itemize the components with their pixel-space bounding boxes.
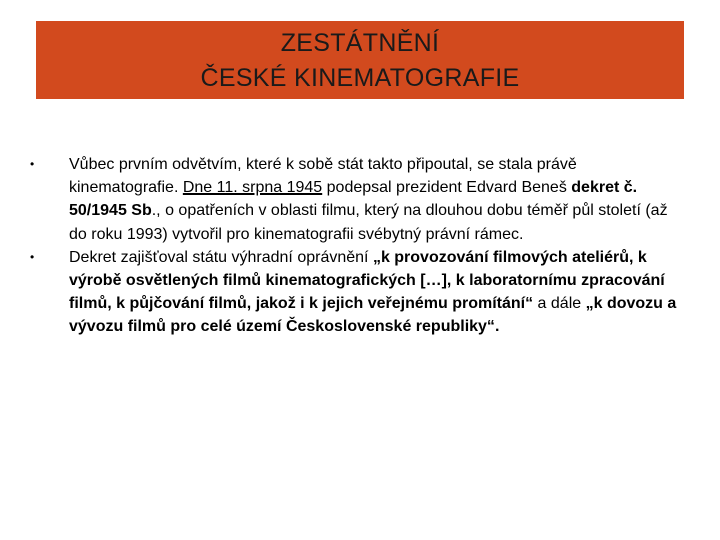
item-text: ., o opatřeních v oblasti filmu, který na dlouhou dobu téměř půl století (až do roku 1993) vytvořil pro kinematografii svébytný právní rámec. [69, 202, 668, 243]
item-text: a dále [533, 295, 586, 313]
slide-title [36, 21, 684, 99]
item-text: Vůbec prvním odvětvím, které k sobě stát takto připoutal, se stala právě kinematografie. [69, 156, 577, 197]
list-item [30, 246, 680, 339]
slide-title-line-2: ČESKÉ KINEMATOGRAFIE [200, 64, 520, 92]
list-item [30, 153, 680, 246]
bullet-icon: • [30, 157, 35, 171]
bullet-icon: • [30, 249, 35, 264]
quote-text: „k dovozu a vývozu filmů pro celé území Československé republiky“ [69, 295, 677, 336]
slide-title-line-1: ZESTÁTNĚNÍ [280, 29, 440, 57]
quote-text: „k provozování filmových ateliérů, k výrobě osvětlených filmů kinematografických […], k laboratornímu zpracování filmů, k půjčování filmů, jakož i k jejich veřejnému promítání“ [69, 248, 665, 313]
item-text: . [494, 318, 500, 336]
bullet-list [30, 153, 680, 339]
item-text: podepsal prezident Edvard Beneš [322, 179, 572, 197]
decree-name: dekret č. 50/1945 Sb [69, 179, 638, 220]
item-text: Dekret zajišťoval státu výhradní oprávnění [69, 248, 373, 266]
date-text: Dne 11. srpna 1945 [182, 179, 323, 197]
